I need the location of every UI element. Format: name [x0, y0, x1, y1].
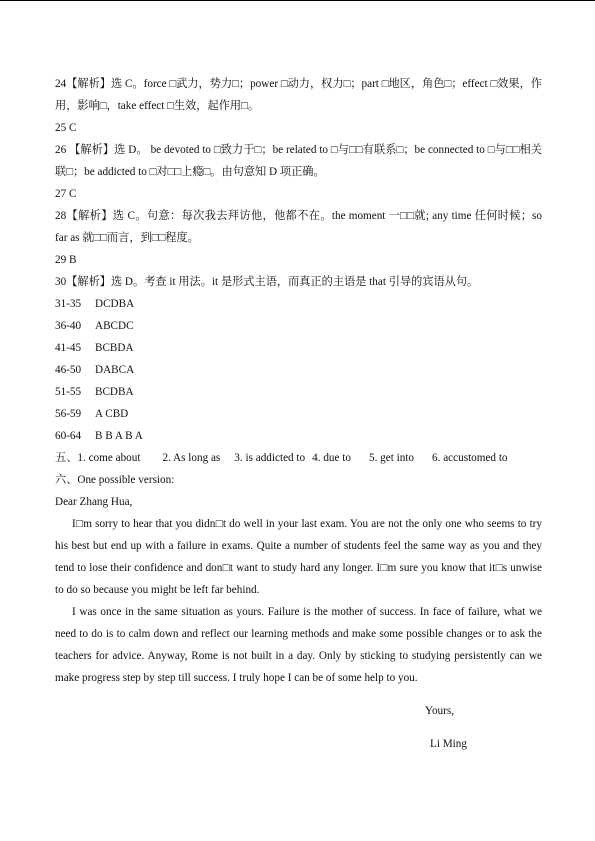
answer-25: 25 C: [55, 122, 77, 134]
explanation-30: 30【解析】选 D。考查 it 用法。it 是形式主语，而真正的主语是 that 引导的宾语从句。: [55, 276, 479, 288]
answer-range: 41-45: [55, 342, 82, 354]
answer-group-row: [55, 359, 542, 381]
answer-27: 27 C: [55, 188, 77, 200]
answer-letters: ABCDC: [95, 320, 134, 332]
answer-letters: B B A B A: [95, 430, 143, 442]
letter-closing: Yours,: [425, 705, 455, 718]
section-five-answers: [55, 447, 542, 469]
answer-letters: A CBD: [95, 408, 129, 420]
fill-answer: 3. is addicted to: [234, 452, 306, 464]
fill-answer: 1. come about: [77, 452, 141, 464]
fill-answer: 6. accustomed to: [432, 452, 508, 464]
answer-group-row: [55, 315, 542, 337]
fill-answer: 2. As long as: [162, 452, 221, 464]
explanation-24: 24【解析】选 C。force □武力，势力□；power □动力，权力□；part □地区，角色□；effect □效果，作用，影响□，take effect □生效，起作用□。: [55, 78, 542, 112]
explanation-26: 26 【解析】选 D。 be devoted to □致力于□；be related to □与□□有联系□；be connected to □与□□相关联□；be addicted to □对□□上瘾□。由句意知 D 项正确。: [55, 144, 542, 178]
answer-letters: BCBDA: [95, 342, 134, 354]
answer-range: 51-55: [55, 386, 82, 398]
letter-greeting: Dear Zhang Hua,: [55, 496, 133, 508]
letter-paragraph: I□m sorry to hear that you didn□t do well in your last exam. You are not the only one who seems to try his best but end up with a failure in exams. Quite a number of students feel the same way as you and they tend to lose their confidence and don□t want to study hard any longer. I□m sure you know that it□s unwise to do so because you might be left far behind.: [55, 518, 542, 596]
letter-signature: Li Ming: [430, 738, 467, 751]
letter-paragraph: I was once in the same situation as yours. Failure is the mother of success. In face of failure, what we need to do is to calm down and reflect our learning methods and make some possible changes or to ask the teachers for advice. Anyway, Rome is not built in a day. Only by sticking to studying persistently can we make progress step by step till success. I truly hope I can be of some help to you.: [55, 606, 542, 684]
answer-letters: DCDBA: [95, 298, 135, 310]
answer-29: 29 B: [55, 254, 77, 266]
answer-key-document: [55, 73, 542, 767]
page-top-rule: [0, 0, 595, 1]
answer-range: 60-64: [55, 430, 82, 442]
answer-group-row: [55, 403, 542, 425]
answer-group-row: [55, 381, 542, 403]
explanation-28: 28【解析】选 C。句意：每次我去拜访他，他都不在。the moment 一□□就; any time 任何时候；so far as 就□□而言，到□□程度。: [55, 210, 542, 244]
answer-range: 36-40: [55, 320, 82, 332]
section-five-label: 五、: [55, 452, 78, 464]
fill-answer: 4. due to: [312, 452, 351, 464]
answer-range: 46-50: [55, 364, 82, 376]
answer-group-row: [55, 337, 542, 359]
answer-letters: BCDBA: [95, 386, 134, 398]
fill-answer: 5. get into: [368, 452, 415, 464]
answer-group-row: [55, 293, 542, 315]
answer-groups: [55, 293, 542, 447]
answer-group-row: [55, 425, 542, 447]
answer-range: 31-35: [55, 298, 82, 310]
answer-letters: DABCA: [95, 364, 135, 376]
section-six-heading: 六、One possible version:: [55, 474, 175, 486]
answer-range: 56-59: [55, 408, 82, 420]
